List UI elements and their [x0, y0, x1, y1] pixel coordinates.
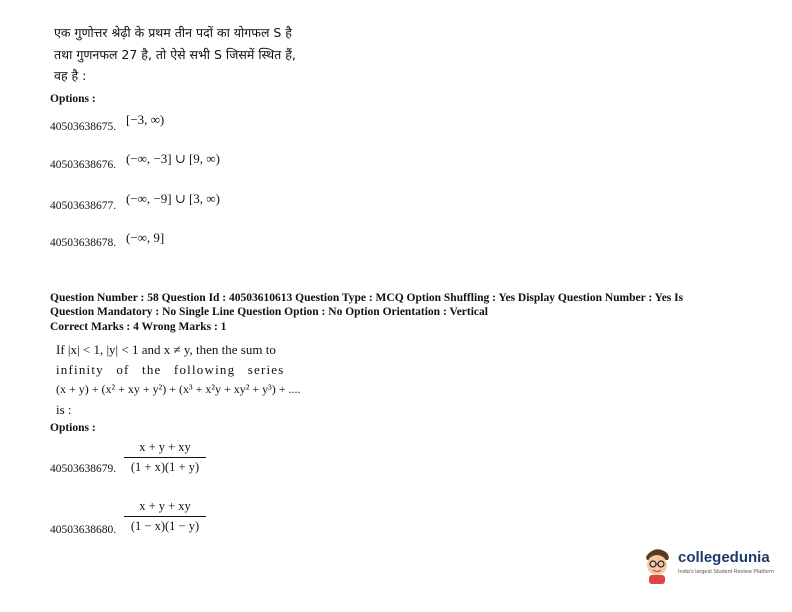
q1-text-line-3: वह है : [54, 68, 87, 83]
q2-option-2-id: 40503638680. [50, 524, 117, 536]
q1-text-line-1: एक गुणोत्तर श्रेढ़ी के प्रथम तीन पदों का योगफल S है [54, 25, 292, 40]
q2-marks: Correct Marks : 4 Wrong Marks : 1 [50, 321, 227, 333]
collegedunia-logo [640, 545, 780, 585]
q2-text-line-1: If |x| < 1, |y| < 1 and x ≠ y, then the sum to [56, 342, 276, 357]
logo-name: collegedunia [678, 549, 770, 566]
q1-text-line-2: तथा गुणनफल 27 है, तो ऐसे सभी S जिसमें स्थित हैं, [54, 47, 296, 62]
q2-option-1-denominator: (1 + x)(1 + y) [130, 460, 200, 474]
q2-option-2-denominator: (1 − x)(1 − y) [130, 519, 200, 533]
q2-text-line-4: is : [56, 402, 72, 417]
q1-option-4-id: 40503638678. [50, 237, 117, 249]
q2-meta-line-1: Question Number : 58 Question Id : 40503610613 Question Type : MCQ Option Shuffling : Yes Display Question Number : Yes Is [50, 292, 684, 304]
q1-option-1-id: 40503638675. [50, 121, 117, 133]
q2-option-1-fraction[interactable] [124, 440, 206, 475]
q1-option-4-value[interactable]: (−∞, 9] [126, 230, 165, 245]
student-mascot-icon [640, 545, 674, 585]
fraction-bar [124, 457, 206, 458]
q1-option-1-value[interactable]: [−3, ∞) [126, 112, 165, 127]
q2-meta-line-2: Question Mandatory : No Single Line Question Option : No Option Orientation : Vertical [50, 306, 488, 318]
q2-options-label: Options : [50, 422, 96, 434]
logo-tagline: India's largest Student Review Platform [678, 569, 774, 575]
q1-option-2-id: 40503638676. [50, 159, 117, 171]
q1-option-3-id: 40503638677. [50, 200, 117, 212]
q2-option-2-numerator: x + y + xy [139, 499, 191, 513]
q1-options-label: Options : [50, 93, 96, 105]
q2-option-1-id: 40503638679. [50, 463, 117, 475]
q2-option-1-numerator: x + y + xy [139, 440, 191, 454]
q2-option-2-fraction[interactable] [124, 499, 206, 534]
q1-option-2-value[interactable]: (−∞, −3] ∪ [9, ∞) [126, 151, 220, 166]
fraction-bar [124, 516, 206, 517]
q1-option-3-value[interactable]: (−∞, −9] ∪ [3, ∞) [126, 191, 220, 206]
q2-text-line-2: infinity of the following series [56, 362, 285, 377]
q2-series: (x + y) + (x² + xy + y²) + (x³ + x²y + xy² + y³) + .... [56, 382, 301, 396]
